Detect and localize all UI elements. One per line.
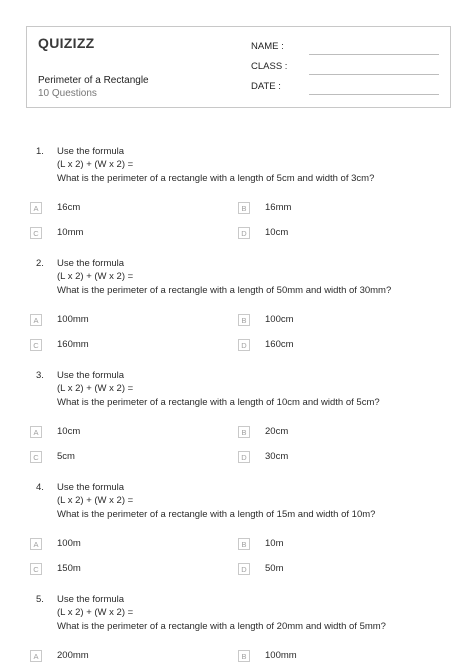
- date-line: [309, 94, 439, 95]
- option-letter-box: C: [30, 451, 42, 463]
- name-field: [251, 41, 439, 55]
- option-letter-box: B: [238, 426, 250, 438]
- question-number: 5.: [36, 594, 44, 605]
- option-letter-box: B: [238, 202, 250, 214]
- option-text: 16cm: [57, 202, 81, 213]
- worksheet-header: [26, 26, 451, 108]
- option-text: 100cm: [265, 314, 294, 325]
- date-field: [251, 81, 439, 95]
- question-number: 2.: [36, 258, 44, 269]
- option-letter-box: C: [30, 339, 42, 351]
- option-text: 160cm: [265, 339, 294, 350]
- option-letter-box: C: [30, 227, 42, 239]
- option-text: 200mm: [57, 650, 89, 661]
- option-letter-box: D: [238, 563, 250, 575]
- option-text: 160mm: [57, 339, 89, 350]
- question-line: (L x 2) + (W x 2) =: [57, 271, 134, 282]
- option-text: 16mm: [265, 202, 292, 213]
- option-letter-box: A: [30, 202, 42, 214]
- option-text: 10m: [265, 538, 284, 549]
- option-letter-box: D: [238, 451, 250, 463]
- question-line: (L x 2) + (W x 2) =: [57, 383, 134, 394]
- option-letter-box: B: [238, 650, 250, 662]
- option-letter-box: A: [30, 650, 42, 662]
- option-letter-box: A: [30, 426, 42, 438]
- option-letter-box: B: [238, 538, 250, 550]
- question-text: What is the perimeter of a rectangle with a length of 20mm and width of 5mm?: [57, 621, 386, 632]
- option-text: 30cm: [265, 451, 289, 462]
- date-label: DATE :: [251, 81, 281, 92]
- question-number: 1.: [36, 146, 44, 157]
- class-field: [251, 61, 439, 75]
- option-text: 50m: [265, 563, 284, 574]
- option-letter-box: C: [30, 563, 42, 575]
- option-text: 10cm: [265, 227, 289, 238]
- option-text: 100mm: [57, 314, 89, 325]
- question-count: 10 Questions: [38, 88, 97, 99]
- question-line: Use the formula: [57, 370, 125, 381]
- question-text: What is the perimeter of a rectangle with a length of 5cm and width of 3cm?: [57, 173, 375, 184]
- question-line: (L x 2) + (W x 2) =: [57, 495, 134, 506]
- class-line: [309, 74, 439, 75]
- question-number: 3.: [36, 370, 44, 381]
- question-text: What is the perimeter of a rectangle with a length of 15m and width of 10m?: [57, 509, 376, 520]
- option-letter-box: A: [30, 538, 42, 550]
- question-line: Use the formula: [57, 594, 125, 605]
- question-line: Use the formula: [57, 146, 125, 157]
- class-label: CLASS :: [251, 61, 288, 72]
- question-text: What is the perimeter of a rectangle with a length of 50mm and width of 30mm?: [57, 285, 392, 296]
- option-letter-box: B: [238, 314, 250, 326]
- option-text: 10cm: [57, 426, 81, 437]
- option-text: 150m: [57, 563, 81, 574]
- question-text: What is the perimeter of a rectangle with a length of 10cm and width of 5cm?: [57, 397, 380, 408]
- question-line: (L x 2) + (W x 2) =: [57, 607, 134, 618]
- question-line: (L x 2) + (W x 2) =: [57, 159, 134, 170]
- question-number: 4.: [36, 482, 44, 493]
- option-letter-box: A: [30, 314, 42, 326]
- option-text: 100mm: [265, 650, 297, 661]
- name-line: [309, 54, 439, 55]
- option-text: 10mm: [57, 227, 84, 238]
- option-text: 20cm: [265, 426, 289, 437]
- option-text: 5cm: [57, 451, 75, 462]
- question-line: Use the formula: [57, 482, 125, 493]
- worksheet-title: Perimeter of a Rectangle: [38, 75, 149, 86]
- quizizz-logo: QUIZIZZ: [38, 35, 95, 51]
- name-label: NAME :: [251, 41, 284, 52]
- question-line: Use the formula: [57, 258, 125, 269]
- option-letter-box: D: [238, 227, 250, 239]
- option-text: 100m: [57, 538, 81, 549]
- option-letter-box: D: [238, 339, 250, 351]
